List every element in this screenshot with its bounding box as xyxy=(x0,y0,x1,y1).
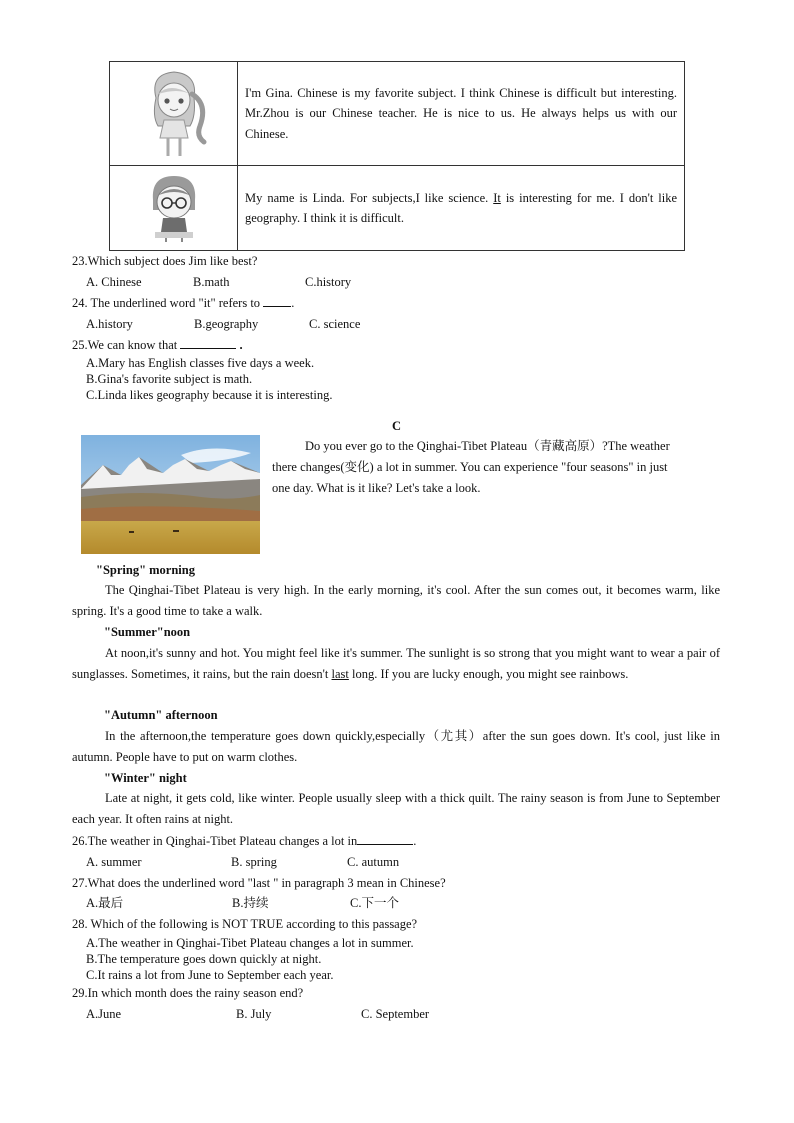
q25-option-b: B.Gina's favorite subject is math. xyxy=(86,372,253,386)
q29-option-b: B. July xyxy=(236,1007,272,1021)
linda-text-cell: My name is Linda. For subjects,I like science. It is interesting for me. I don't like geography. I think it is difficult. xyxy=(238,166,685,251)
q26-option-c: C. autumn xyxy=(347,855,400,869)
gina-text-cell: I'm Gina. Chinese is my favorite subject. I think Chinese is difficult but interesting. Mr.Zhou is our Chinese teacher. He is nice to us. He always helps us with our Chinese. xyxy=(238,62,685,166)
q23-option-b: B.math xyxy=(193,275,230,289)
section-c-label: C xyxy=(392,419,402,433)
intro-line-3: one day. What is it like? Let's take a look. xyxy=(272,481,481,495)
heading-winter-night: "Winter" night xyxy=(104,771,187,785)
q23-option-a: A. Chinese xyxy=(86,275,142,289)
girl-with-glasses-icon xyxy=(139,170,209,242)
question-24: 24. The underlined word "it" refers to . xyxy=(72,296,295,310)
paragraph-summer: At noon,it's sunny and hot. You might feel like it's summer. The sunlight is so strong that you might want to wear a pair of sunglasses. Sometimes, it rains, but the rain doesn't last long. If you are lucky enough, you might see rainbows. xyxy=(72,646,720,681)
question-23: 23.Which subject does Jim like best? xyxy=(72,254,258,268)
paragraph-autumn: In the afternoon,the temperature goes down quickly,especially（尤其）after the sun goes down. It's cool, just like in autumn. People have to put on warm clothes. xyxy=(72,729,720,764)
girl-cartoon-icon xyxy=(134,64,214,160)
underlined-last: last xyxy=(331,666,349,681)
intro-line-1: Do you ever go to the Qinghai-Tibet Plateau（青藏高原）?The weather xyxy=(305,439,670,453)
q25-option-c: C.Linda likes geography because it is interesting. xyxy=(86,388,333,402)
q26-option-b: B. spring xyxy=(231,855,277,869)
q27-option-b: B.持续 xyxy=(232,896,269,910)
paragraph-spring: The Qinghai-Tibet Plateau is very high. In the early morning, it's cool. After the sun comes out, it becomes warm, like spring. It's a good time to take a walk. xyxy=(72,583,720,618)
answer-blank xyxy=(180,337,236,349)
question-25: 25.We can know that . xyxy=(72,338,243,352)
question-27: 27.What does the underlined word "last " in paragraph 3 mean in Chinese? xyxy=(72,876,446,890)
heading-summer-noon: "Summer"noon xyxy=(104,625,191,639)
q28-option-a: A.The weather in Qinghai-Tibet Plateau changes a lot in summer. xyxy=(86,936,414,950)
q28-option-b: B.The temperature goes down quickly at night. xyxy=(86,952,322,966)
q25-option-a: A.Mary has English classes five days a week. xyxy=(86,356,315,370)
question-26: 26.The weather in Qinghai-Tibet Plateau changes a lot in . xyxy=(72,834,417,848)
plateau-photo xyxy=(81,435,260,554)
question-29: 29.In which month does the rainy season end? xyxy=(72,986,304,1000)
q27-option-c: C.下一个 xyxy=(350,896,399,910)
q24-option-a: A.history xyxy=(86,317,133,331)
answer-blank xyxy=(263,295,291,307)
q27-option-a: A.最后 xyxy=(86,896,124,910)
heading-spring-morning: "Spring" morning xyxy=(96,563,195,577)
linda-picture-cell xyxy=(110,166,238,251)
underlined-it: It xyxy=(493,190,501,205)
q23-option-c: C.history xyxy=(305,275,352,289)
intro-line-2: there changes(变化) a lot in summer. You can experience "four seasons" in just xyxy=(272,460,668,474)
gina-picture-cell xyxy=(110,62,238,166)
paragraph-winter: Late at night, it gets cold, like winter. People usually sleep with a thick quilt. The rainy season is from June to September each year. It often rains at night. xyxy=(72,791,720,826)
people-table xyxy=(109,61,685,251)
q28-option-c: C.It rains a lot from June to September each year. xyxy=(86,968,334,982)
q24-option-b: B.geography xyxy=(194,317,259,331)
question-28: 28. Which of the following is NOT TRUE according to this passage? xyxy=(72,917,418,931)
q24-option-c: C. science xyxy=(309,317,361,331)
q29-option-a: A.June xyxy=(86,1007,122,1021)
answer-blank xyxy=(357,833,413,845)
q29-option-c: C. September xyxy=(361,1007,430,1021)
q26-option-a: A. summer xyxy=(86,855,142,869)
heading-autumn-afternoon: "Autumn" afternoon xyxy=(104,708,218,722)
